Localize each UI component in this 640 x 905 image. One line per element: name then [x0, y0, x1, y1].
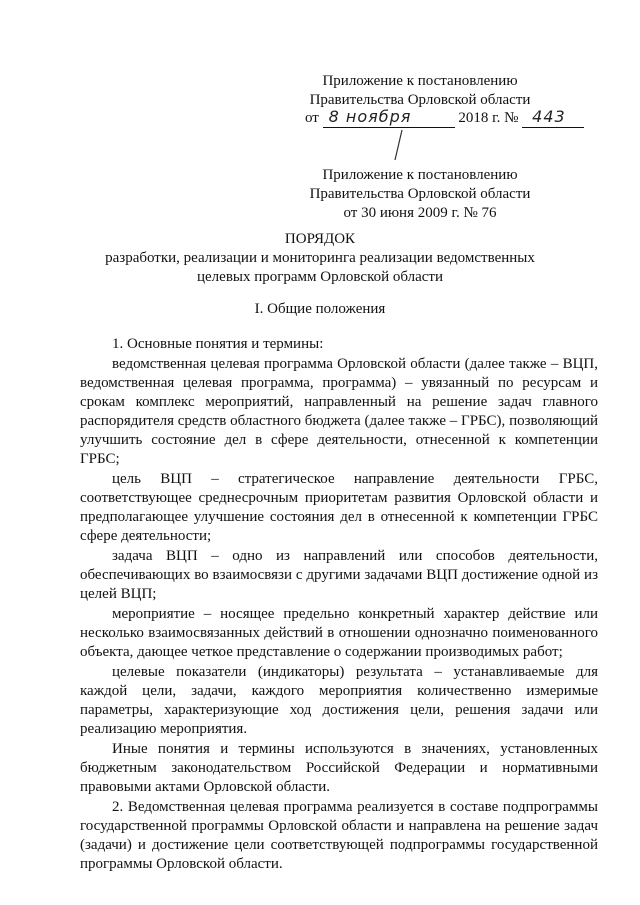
document-body [80, 335, 598, 875]
document-title: ПОРЯДОК [284, 231, 356, 247]
paragraph: мероприятие – носящее предельно конкретный характер действие или несколько взаимосвязанных действий в отношении однозначно поименованного объекта, дающее четкое представление о содержании производимых работ; [80, 606, 598, 660]
paragraph: 1. Основные понятия и термины: [112, 336, 324, 352]
section-heading: I. Общие положения [254, 301, 386, 317]
appendix-header-line2: Правительства Орловской области [309, 92, 531, 108]
document-subtitle: разработки, реализации и мониторинга реализации ведомственных целевых программ Орловской области [105, 250, 535, 285]
date-prefix: от [305, 110, 319, 126]
handwritten-stroke [392, 128, 404, 162]
paragraph: ведомственная целевая программа Орловской области (далее также – ВЦП, ведомственная целевая программа, программа) – увязанный по ресурсам и срокам комплекс мероприятий, направленный на решение задач главного распорядителя средств областного бюджета (далее также – ГРБС), позволяющий улучшить состояние дел в сфере деятельности, отнесенной к компетенции ГРБС; [80, 356, 598, 467]
appendix-header-original [250, 166, 590, 223]
appendix-date-line [305, 108, 584, 128]
paragraph: целевые показатели (индикаторы) результата – устанавливаемые для каждой цели, задачи, каждого мероприятия количественно измеримые параметры, характеризующие ход достижения цели, решения задачи или реализацию мероприятия. [80, 664, 598, 737]
paragraph: 2. Ведомственная целевая программа реализуется в составе подпрограммы государственной программы Орловской области и направлена на решение задач (задачи) и достижение цели соответствующей подпрограммы государственной программы Орловской области. [80, 799, 598, 872]
date-blank [323, 107, 455, 128]
appendix-header-new [250, 72, 590, 110]
original-header-line3: от 30 июня 2009 г. № 76 [343, 205, 497, 221]
original-header-line2: Правительства Орловской области [309, 186, 531, 202]
handwritten-date: 8 ноября [328, 107, 412, 126]
original-header-line1: Приложение к постановлению [322, 167, 518, 183]
paragraph: цель ВЦП – стратегическое направление деятельности ГРБС, соответствующее среднесрочным приоритетам развития Орловской области и предполагающее улучшение состояния дел в отнесенной к компетенции ГРБС сфере деятельности; [80, 471, 598, 544]
appendix-header-line1: Приложение к постановлению [322, 73, 518, 89]
paragraph: Иные понятия и термины используются в значениях, установленных бюджетным законодательством Российской Федерации и нормативными правовыми актами Орловской области. [80, 741, 598, 795]
handwritten-number: 443 [532, 107, 566, 126]
number-blank [522, 107, 584, 128]
year-number-text: 2018 г. № [458, 110, 519, 126]
paragraph: задача ВЦП – одно из направлений или способов деятельности, обеспечивающих во взаимосвязи с другими задачами ВЦП достижение одной из целей ВЦП; [80, 548, 598, 602]
